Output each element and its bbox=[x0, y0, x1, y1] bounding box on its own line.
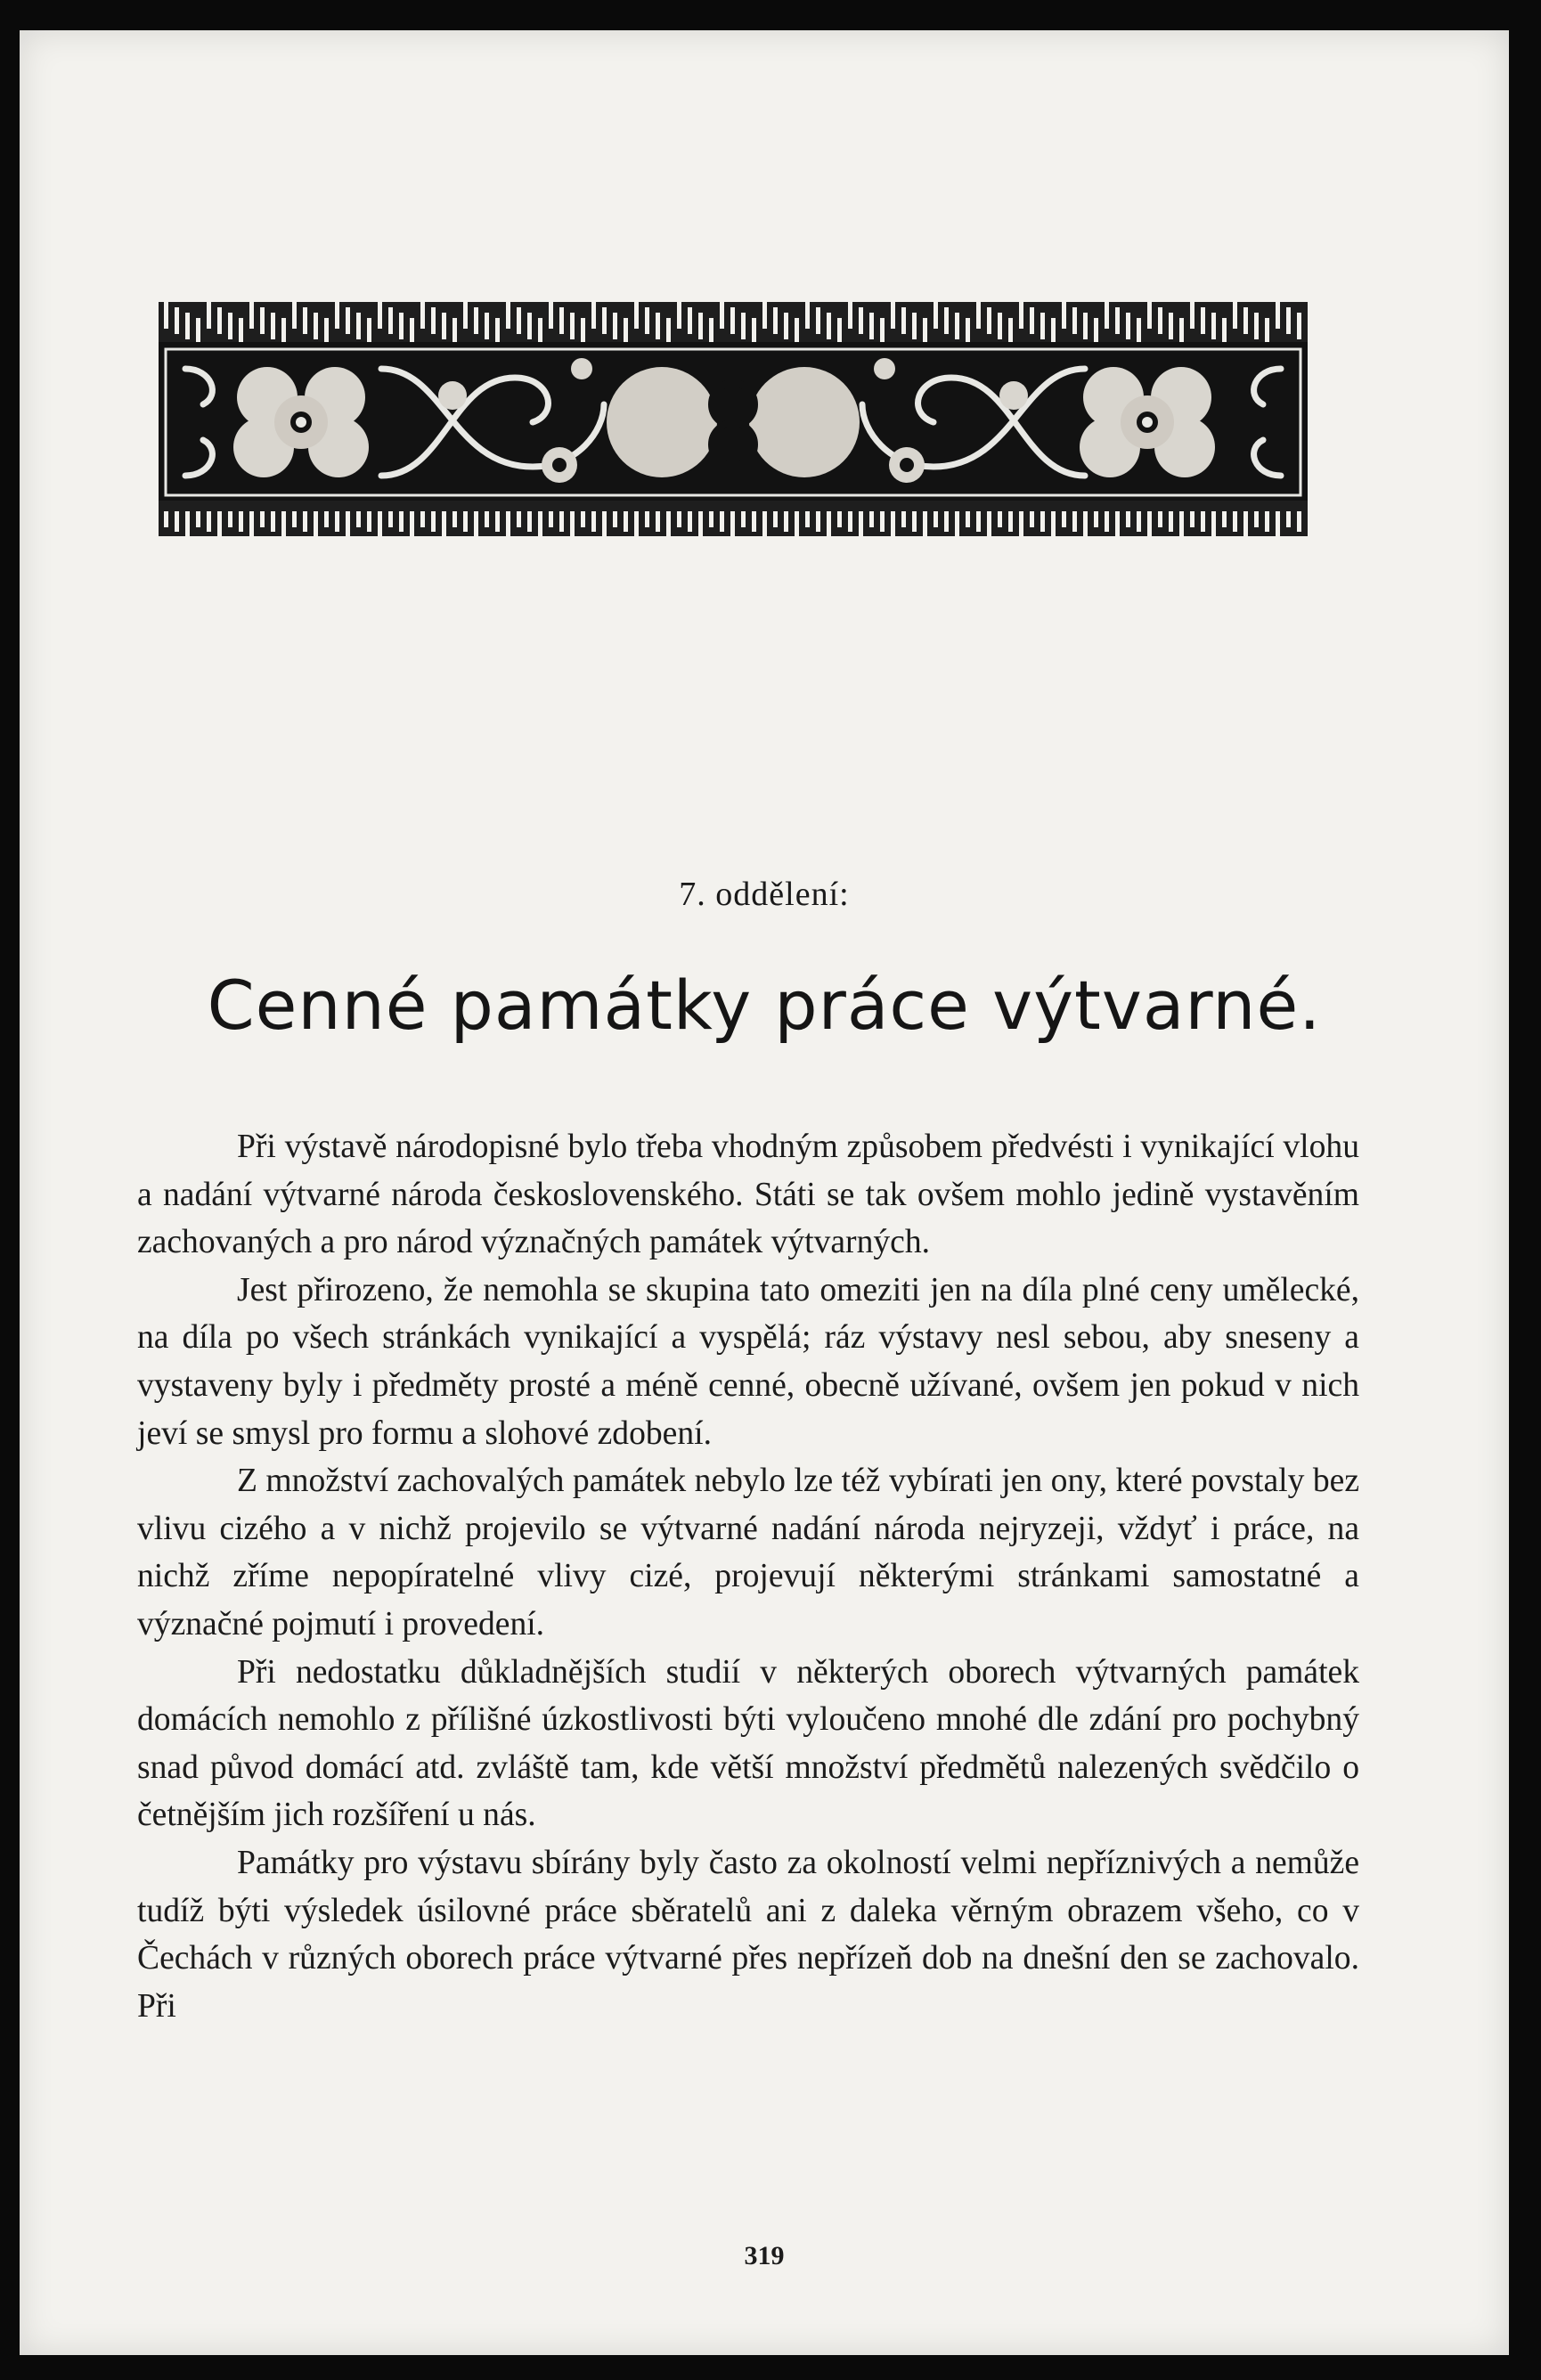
paragraph: Při nedostatku důkladnějších studií v některých oborech výtvarných památek domácích nemohlo z přílišné úzkostlivosti býti vyloučeno mnohé dle zdání pro pochybný snad původ domácí atd. zvláště tam, kde větší množství předmětů nalezených svědčilo o četnějším jich rozšíření u nás. bbox=[137, 1653, 1359, 1834]
paragraph: Z množství zachovalých památek nebylo lze též vybírati jen ony, které povstaly bez vlivu cizého a v nichž projevilo se výtvarné nadání národa nejryzeji, vždyť i práce, na nichž zříme nepopíratelné vlivy cizé, projevují některými stránkami samostatné a význačné pojmutí i provedení. bbox=[137, 1463, 1359, 1642]
chapter-title: Cenné památky práce výtvarné. bbox=[207, 966, 1322, 1045]
paragraph: Jest přirozeno, že nemohla se skupina tato omeziti jen na díla plné ceny umělecké, na díla po všech stránkách vynikající a vyspělá; ráz výstavy nesl sebou, aby sneseny a vystaveny byly i předměty prosté a méně cenné, obecně užívané, ovšem jen pokud v nich jeví se smysl pro formu a slohové zdobení. bbox=[137, 1271, 1359, 1452]
paragraph: Při výstavě národopisné bylo třeba vhodným způsobem předvésti i vynikající vlohu a nadání výtvarné národa československého. Státi se tak ovšem mohlo jedině vystavěním zachovaných a pro národ význačných památek výtvarných. bbox=[137, 1129, 1359, 1261]
page-number: 319 bbox=[744, 2241, 785, 2270]
body-text bbox=[137, 1123, 1359, 2030]
floral-ornament-header bbox=[159, 253, 1308, 591]
section-label: 7. oddělení: bbox=[679, 876, 850, 913]
book-page bbox=[20, 30, 1509, 2355]
paragraph: Památky pro výstavu sbírány byly často za okolností velmi nepříznivých a nemůže tudíž býti výsledek úsilovné práce sběratelů ani z daleka věrným obrazem všeho, co v Čechách v různých oborech práce výtvarné přes nepřízeň dob na dnešní den se zachovalo. Při bbox=[137, 1844, 1359, 2025]
